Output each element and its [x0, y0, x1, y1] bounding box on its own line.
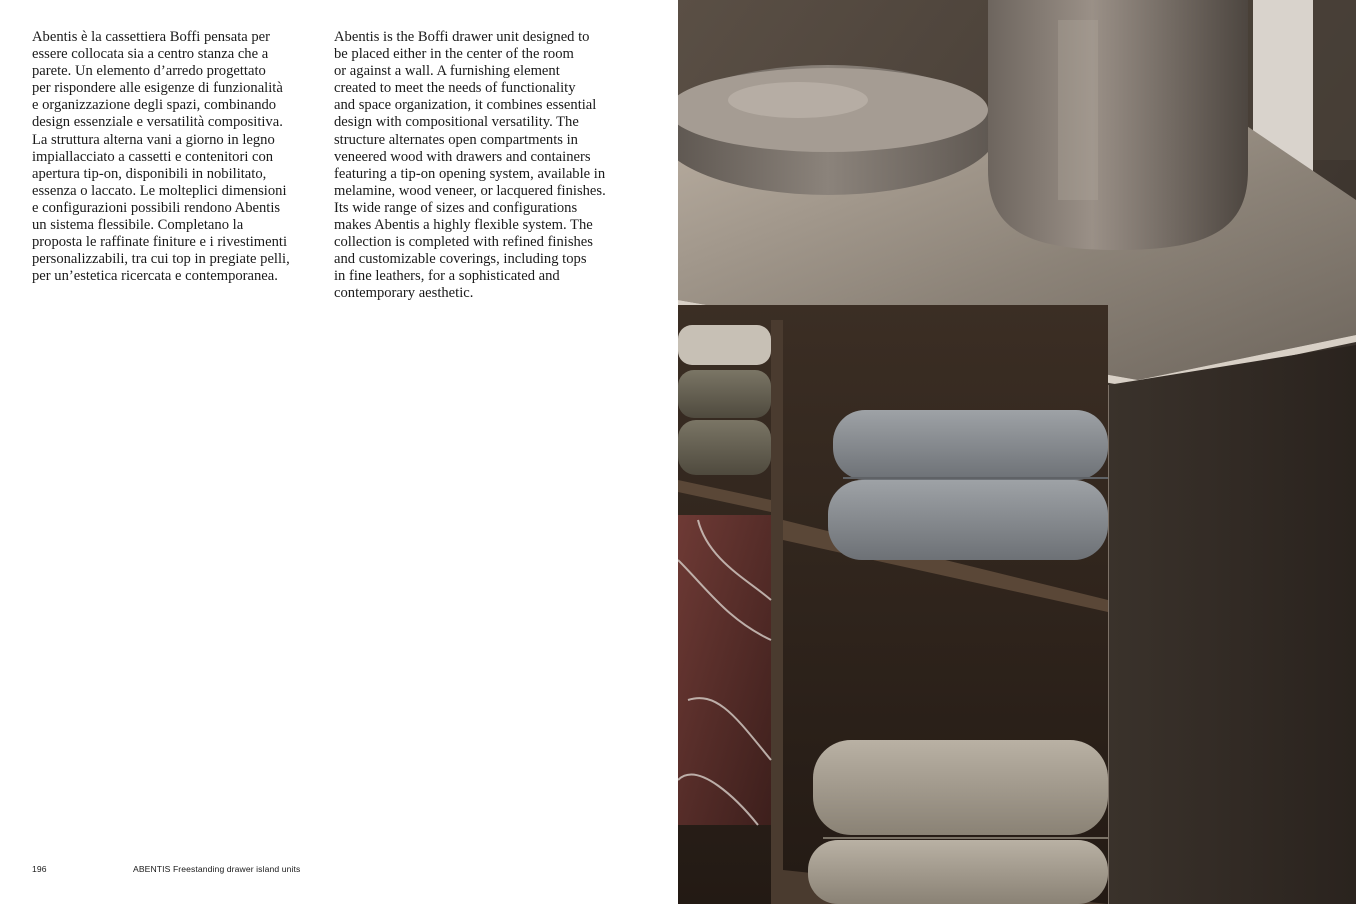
- product-photo: [678, 0, 1356, 904]
- product-photo-illustration: [678, 0, 1356, 904]
- page-number: 196: [32, 864, 47, 874]
- english-description: Abentis is the Boffi drawer unit designed to be placed either in the center of the room or against a wall. A furnishing element created to meet the needs of functionality and space organization, it combines essential design with compositional versatility. The structure alternates open compartments in veneered wood with drawers and containers featuring a tip-on opening system, available in melamine, wood veneer, or lacquered finishes. Its wide range of sizes and configurations makes Abentis a highly flexible system. The collection is completed with refined finishes and customizable coverings, including tops in fine leathers, for a sophisticated and contemporary aesthetic.: [334, 29, 606, 302]
- footer-caption: ABENTIS Freestanding drawer island units: [133, 864, 301, 874]
- italian-description: Abentis è la cassettiera Boffi pensata per essere collocata sia a centro stanza che a parete. Un elemento d’arredo progettato per rispondere alle esigenze di funzionalità e organizzazione degli spazi, combinando design essenziale e versatilità compositiva. La struttura alterna vani a giorno in legno impiallacciato a cassetti e contenitori con apertura tip-on, disponibili in nobilitato, essenza o laccato. Le molteplici dimensioni e configurazioni possibili rendono Abentis un sistema flessibile. Completano la proposta le raffinate finiture e i rivestimenti personalizzabili, tra cui top in pregiate pelli, per un’estetica ricercata e contemporanea.: [32, 29, 290, 285]
